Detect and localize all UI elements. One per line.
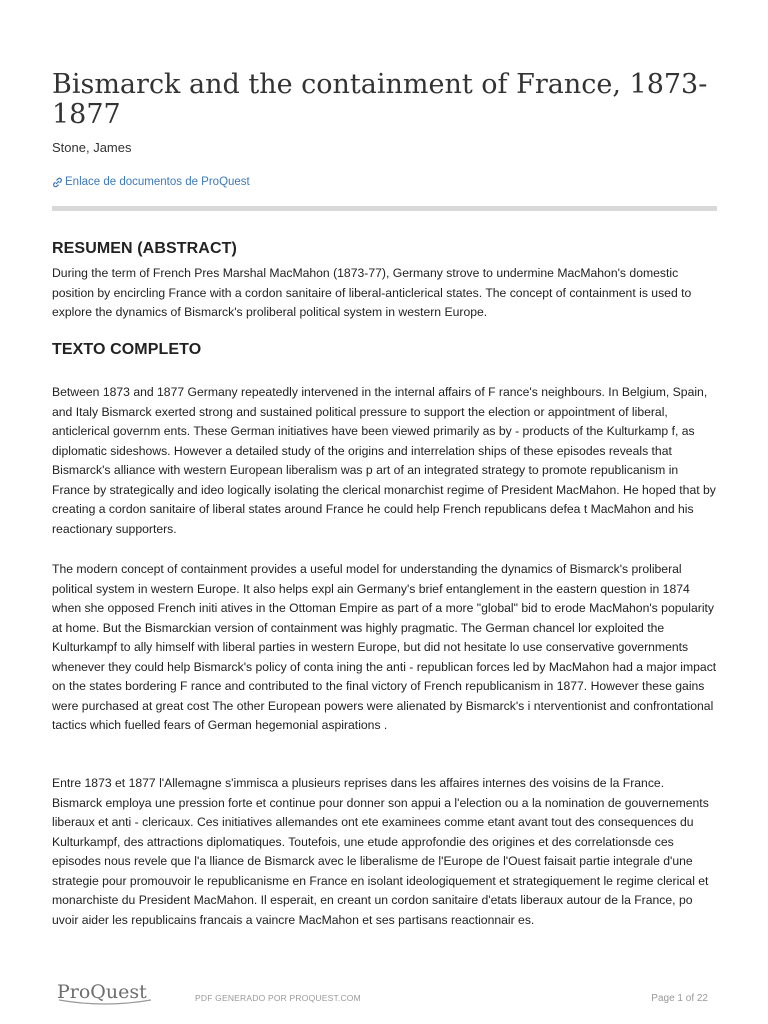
proquest-link-label[interactable]: Enlace de documentos de ProQuest (65, 176, 250, 188)
fulltext-paragraph: Between 1873 and 1877 Germany repeatedly intervened in the internal affairs of F rance's neighbours. In Belgium, Spain, and Italy Bismarck exerted strong and sustained political pressure to support the election or appointment of liberal, anticlerical governm ents. These German initiatives have been viewed primarily as by - products of the Kulturkamp f, as diplomatic sideshows. However a detailed study of the origins and interrelation ships of these episodes reveals that Bismarck's alliance with western European liberalism was p art of an integrated strategy to promote republicanism in France by strategically and ideo logically isolating the clerical monarchist regime of President MacMahon. He hoped that by creating a cordon sanitaire of liberal states around France he could help French republicans defea t MacMahon and his reactionary supporters. (52, 385, 716, 536)
proquest-document-link[interactable] (52, 176, 250, 188)
link-icon (52, 177, 63, 188)
proquest-logo (55, 978, 155, 1008)
document-title: Bismarck and the containment of France, 1873-1877 (52, 69, 708, 130)
abstract-heading: RESUMEN (ABSTRACT) (52, 240, 237, 257)
author-name: Stone, James (52, 140, 132, 155)
logo-text: ProQuest (57, 981, 147, 1003)
page-number: Page 1 of 22 (651, 993, 708, 1004)
fulltext-heading: TEXTO COMPLETO (52, 341, 202, 358)
generated-by-text: PDF GENERADO POR PROQUEST.COM (195, 993, 361, 1003)
fulltext-paragraph: The modern concept of containment provides a useful model for understanding the dynamics of Bismarck's proliberal political system in western Europe. It also helps expl ain Germany's brief entanglement in the eastern question in 1874 when she opposed French initi atives in the Ottoman Empire as part of a more "global" bid to erode MacMahon's popularity at home. But the Bismarckian version of containment was highly pragmatic. The German chancel lor exploited the Kulturkampf to ally himself with liberal parties in western Europe, but did not hesitate lo use conservative governments whenever they could help Bismarck's policy of conta ining the anti - republican forces led by MacMahon had a major impact on the states bordering F rance and contributed to the final victory of French republicanism in 1877. However these gains were purchased at great cost The other European powers were alienated by Bismarck's i nterventionist and confrontational tactics which fuelled fears of German hegemonial aspirations . (52, 562, 717, 732)
header-divider (52, 206, 717, 211)
fulltext-paragraph: Entre 1873 et 1877 l'Allemagne s'immisca a plusieurs reprises dans les affaires internes des voisins de la France. Bismarck employa une pression forte et continue pour donner son appui a l'election ou a la nomination de gouvernements liberaux et anti - clericaux. Ces initiatives allemandes ont ete examinees comme etant avant tout des consequences du Kulturkampf, des attractions diplomatiques. Toutefois, une etude approfondie des origines et des correlationsde ces episodes nous revele que l'a lliance de Bismarck avec le liberalisme de l'Europe de l'Ouest faisait partie integrale d'une strategie pour promouvoir le republicanisme en France en isolant ideologiquement et strategiquement le regime clerical et monarchiste du President MacMahon. Il esperait, en creant un cordon sanitaire d'etats liberaux autour de la France, po uvoir aider les republicains francais a vaincre MacMahon et ses partisans reactionnair es. (52, 776, 709, 927)
abstract-text: During the term of French Pres Marshal MacMahon (1873-77), Germany strove to undermine MacMahon's domestic position by encircling France with a cordon sanitaire of liberal-anticlerical states. The concept of containment is used to explore the dynamics of Bismarck's proliberal political system in western Europe. (52, 266, 692, 319)
